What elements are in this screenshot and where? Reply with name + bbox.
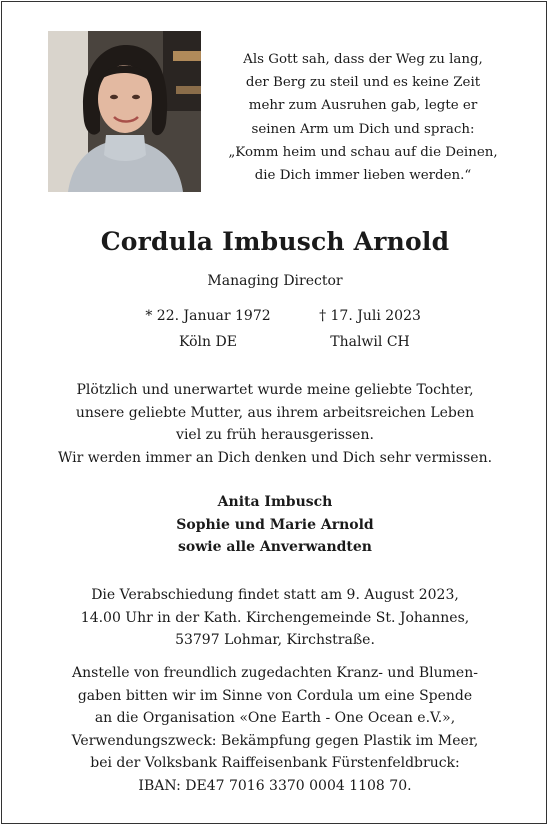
poem-line: der Berg zu steil und es keine Zeit bbox=[245, 75, 481, 91]
mourner-line: Anita Imbusch bbox=[217, 494, 333, 510]
deceased-name: Cordula Imbusch Arnold bbox=[100, 227, 450, 256]
poem bbox=[218, 48, 508, 187]
donation-line: IBAN: DE47 7016 3370 0004 1108 70. bbox=[138, 777, 412, 794]
donation-text bbox=[0, 662, 550, 798]
message-line: Plötzlich und unerwartet wurde meine geliebte Tochter, bbox=[76, 382, 474, 398]
message-text bbox=[0, 379, 550, 469]
ceremony-line: 14.00 Uhr in der Kath. Kirchengemeinde St. Johannes, bbox=[80, 609, 470, 626]
mourner-line: sowie alle Anverwandten bbox=[178, 539, 372, 556]
portrait-photo bbox=[48, 31, 201, 192]
birth-place: Köln DE bbox=[179, 334, 237, 350]
poem-line: mehr zum Ausruhen gab, legte er bbox=[248, 98, 478, 114]
donation-line: Verwendungszweck: Bekämpfung gegen Plastik im Meer, bbox=[71, 732, 479, 749]
poem-line: Als Gott sah, dass der Weg zu lang, bbox=[243, 52, 483, 67]
deceased-title: Managing Director bbox=[207, 273, 343, 289]
birth-date: * 22. Januar 1972 bbox=[145, 308, 271, 324]
poem-line: „Komm heim und schau auf die Deinen, bbox=[228, 144, 498, 160]
ceremony-line: 53797 Lohmar, Kirchstraße. bbox=[175, 632, 375, 649]
death-place: Thalwil CH bbox=[330, 334, 410, 350]
message-line: viel zu früh herausgerissen. bbox=[176, 427, 374, 444]
message-line: Wir werden immer an Dich denken und Dich sehr vermissen. bbox=[57, 449, 493, 466]
message-line: unsere geliebte Mutter, aus ihrem arbeitsreichen Leben bbox=[75, 404, 475, 421]
poem-line: die Dich immer lieben werden.“ bbox=[254, 167, 472, 183]
mourner-line: Sophie und Marie Arnold bbox=[176, 516, 374, 533]
mourners bbox=[0, 491, 550, 559]
death-info bbox=[270, 305, 470, 357]
donation-line: gaben bitten wir im Sinne von Cordula um eine Spende bbox=[77, 687, 473, 704]
donation-line: bei der Volksbank Raiffeisenbank Fürstenfeldbruck: bbox=[90, 755, 460, 772]
ceremony-line: Die Verabschiedung findet statt am 9. August 2023, bbox=[91, 587, 459, 603]
donation-line: Anstelle von freundlich zugedachten Kranz- und Blumen- bbox=[72, 665, 478, 681]
donation-line: an die Organisation «One Earth - One Ocean e.V.», bbox=[94, 710, 456, 727]
death-date: † 17. Juli 2023 bbox=[319, 308, 421, 324]
ceremony-text bbox=[0, 584, 550, 652]
poem-line: seinen Arm um Dich und sprach: bbox=[251, 121, 475, 137]
